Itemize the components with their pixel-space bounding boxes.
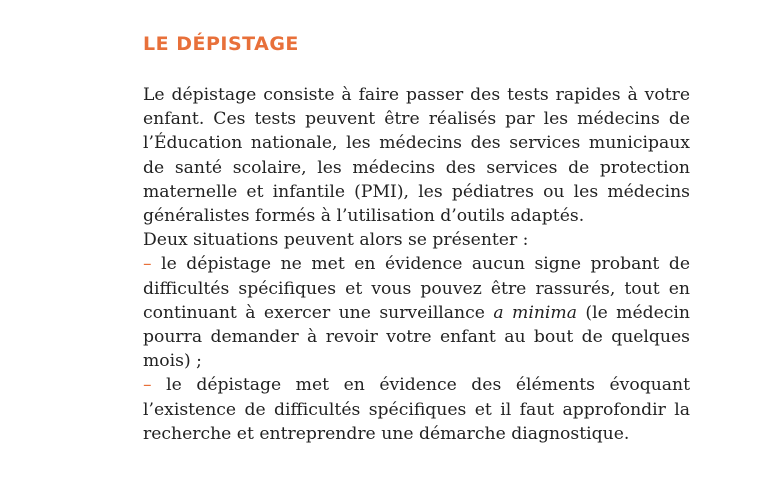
list-item-no-signs (143, 252, 690, 373)
dash-bullet-icon: – (143, 254, 152, 275)
section-body (143, 83, 690, 446)
list-item-text: le dépistage met en évidence des éléments évoquant l’existence de difficultés spécifiques et il faut approfondir la recherche et entreprendre une démarche diagnostique. (143, 375, 690, 444)
section-heading: LE DÉPISTAGE (143, 33, 299, 55)
list-item-text-continued: (le médecin pourra demander à revoir votre enfant au bout de quelques mois) ; (143, 302, 690, 372)
list-item-text: le dépistage ne met en évidence aucun signe probant de difficultés spécifiques et vous pouvez être rassurés, tout en continuant à exercer une surveillance (143, 254, 691, 323)
situations-intro: Deux situations peuvent alors se présenter : (143, 230, 529, 251)
emphasis-text: a minima (493, 302, 577, 323)
list-item-signs-found (143, 373, 690, 446)
intro-paragraph: Le dépistage consiste à faire passer des tests rapides à votre enfant. Ces tests peuvent être réalisés par les médecins de l’Éducation nationale, les médecins des services municipaux de santé scolaire, les médecins des services de protection maternelle et infantile (PMI), les pédiatres ou les médecins généralistes formés à l’utilisation d’outils adaptés. (143, 85, 690, 227)
dash-bullet-icon: – (143, 375, 152, 396)
